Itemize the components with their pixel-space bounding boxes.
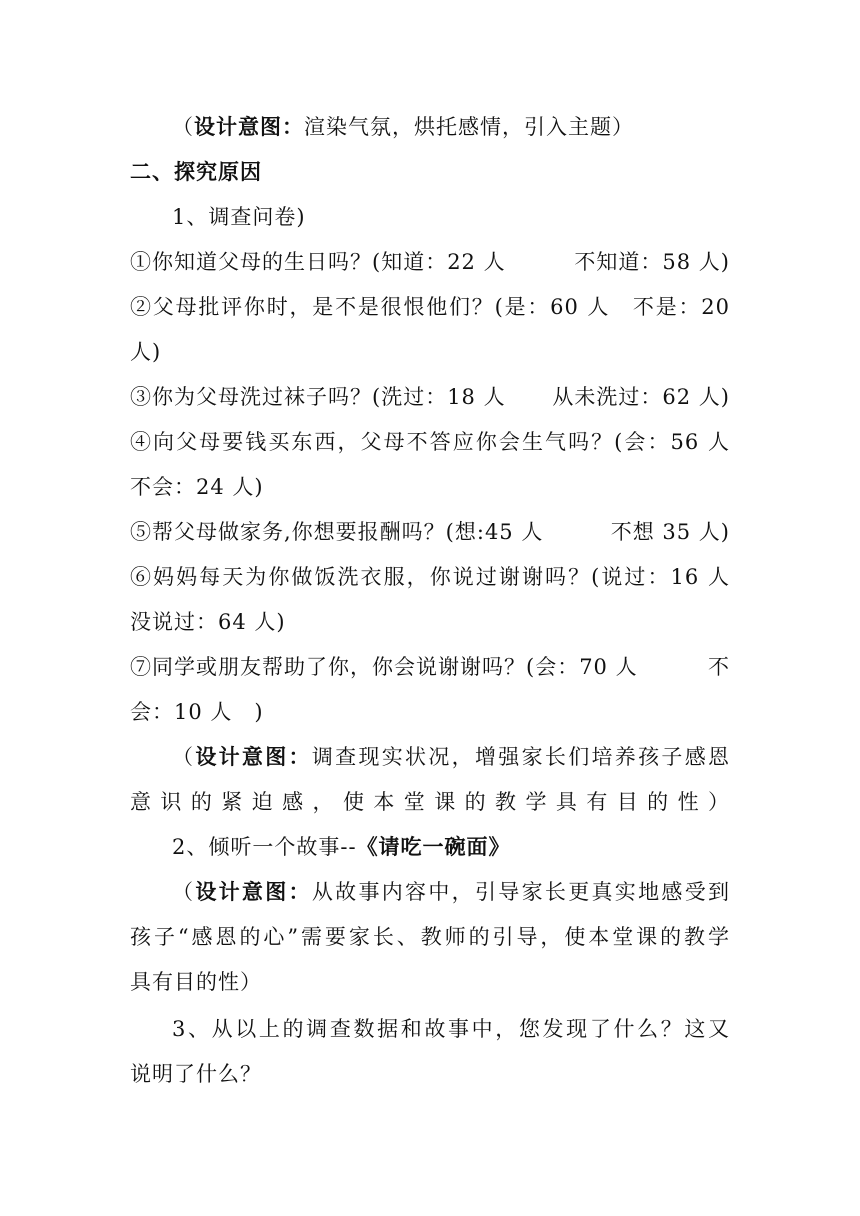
design-intent-3-cont: 孩子“感恩的心”需要家长、教师的引导，使本堂课的教学 — [130, 925, 730, 949]
design-intent-text: 渲染气氛，烘托感情，引入主题） — [304, 115, 634, 139]
story-prefix: 2、倾听一个故事-- — [172, 835, 357, 859]
survey-question-5 — [130, 517, 730, 547]
question-text: ③你为父母洗过袜子吗？(洗过：18 人 — [130, 385, 506, 409]
survey-question-7-cont: 会：10 人 ) — [130, 700, 264, 724]
design-intent-2 — [172, 742, 730, 772]
question-text: ①你知道父母的生日吗？(知道：22 人 — [130, 250, 506, 274]
question-result: 不想 35 人) — [610, 520, 730, 544]
open-paren: （ — [172, 880, 196, 904]
design-intent-label: 设计意图： — [194, 114, 304, 139]
question-result: 不 — [708, 655, 730, 679]
question-text: ⑦同学或朋友帮助了你，你会说谢谢吗？(会：70 人 — [130, 655, 638, 679]
open-paren: （ — [172, 745, 196, 769]
design-intent-2-cont: 意识的紧迫感，使本堂课的教学具有目的性） — [130, 790, 730, 814]
design-intent-3-cont2: 具有目的性） — [130, 970, 262, 994]
survey-question-4-cont: 不会：24 人) — [130, 475, 264, 499]
survey-question-4: ④向父母要钱买东西，父母不答应你会生气吗？(会：56 人 — [130, 430, 730, 454]
survey-question-3 — [130, 382, 730, 412]
discussion-question-cont: 说明了什么？ — [130, 1062, 262, 1086]
design-intent-3 — [172, 877, 730, 907]
survey-title: 1、调查问卷) — [172, 205, 306, 229]
design-intent-label: 设计意图： — [195, 744, 312, 769]
design-intent-text: 从故事内容中，引导家长更真实地感受到 — [311, 880, 731, 904]
story-title: 《请吃一碗面》 — [356, 834, 511, 859]
question-result: 不知道：58 人) — [574, 250, 730, 274]
survey-question-6-cont: 没说过：64 人) — [130, 610, 286, 634]
survey-question-2: ②父母批评你时，是不是很恨他们？(是：60 人 不是：20 — [130, 295, 730, 319]
section-heading: 二、探究原因 — [130, 159, 262, 184]
story-line — [172, 832, 730, 862]
survey-question-7 — [130, 652, 730, 682]
design-intent-1 — [172, 112, 730, 142]
survey-question-1 — [130, 247, 730, 277]
design-intent-text: 调查现实状况，增强家长们培养孩子感恩 — [311, 745, 731, 769]
survey-question-6: ⑥妈妈每天为你做饭洗衣服，你说过谢谢吗？(说过：16 人 — [130, 565, 730, 589]
design-intent-label: 设计意图： — [195, 879, 312, 904]
question-text: ⑤帮父母做家务,你想要报酬吗？(想:45 人 — [130, 520, 544, 544]
discussion-question: 3、从以上的调查数据和故事中，您发现了什么？这又 — [172, 1017, 730, 1041]
survey-question-2-cont: 人) — [130, 340, 162, 364]
question-result: 从未洗过：62 人) — [552, 385, 730, 409]
open-paren: （ — [172, 115, 194, 139]
